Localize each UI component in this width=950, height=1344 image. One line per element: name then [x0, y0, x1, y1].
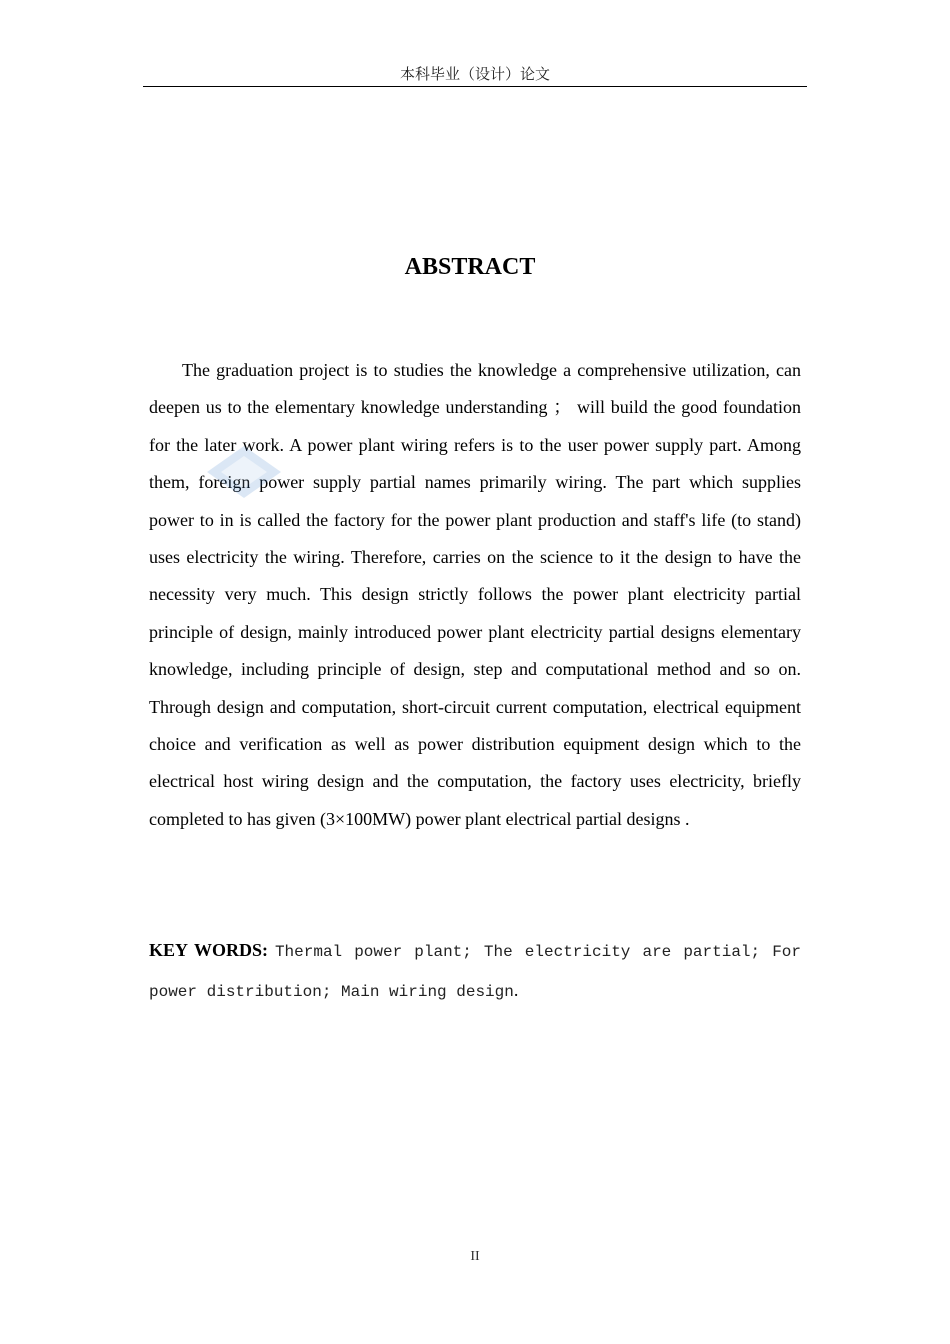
running-title: 本科毕业（设计）论文	[399, 67, 550, 83]
watermark-logo	[205, 444, 283, 500]
abstract-title: ABSTRACT	[404, 254, 536, 280]
page-number: II	[470, 1249, 480, 1264]
keywords-paragraph	[149, 931, 801, 1011]
keywords-text: Thermal power plant; The electricity are partial; For power distribution; Main wiring design	[149, 943, 801, 1001]
abstract-body: The graduation project is to studies the knowledge a comprehensive utilization, can deepen us to the elementary knowledge understanding ； will build the good foundation for the later work. A power plant wiring refers is to the user power supply part. Among them, foreign power supply partial names primarily wiring. The part which supplies power to in is called the factory for the power plant production and staff's life (to stand) uses electricity the wiring. Therefore, carries on the science to it the design to have the necessity very much. This design strictly follows the power plant electricity partial principle of design, mainly introduced power plant electricity partial designs elementary knowledge, including principle of design, step and computational method and so on. Through design and computation, short-circuit current computation, electrical equipment choice and verification as well as power distribution equipment design which to the electrical host wiring design and the computation, the factory uses electricity, briefly completed to has given (3×100MW) power plant electrical partial designs .	[149, 360, 801, 829]
keywords-label: KEY WORDS:	[149, 940, 268, 960]
keywords-terminator: .	[513, 980, 519, 1000]
page-header	[143, 64, 807, 87]
